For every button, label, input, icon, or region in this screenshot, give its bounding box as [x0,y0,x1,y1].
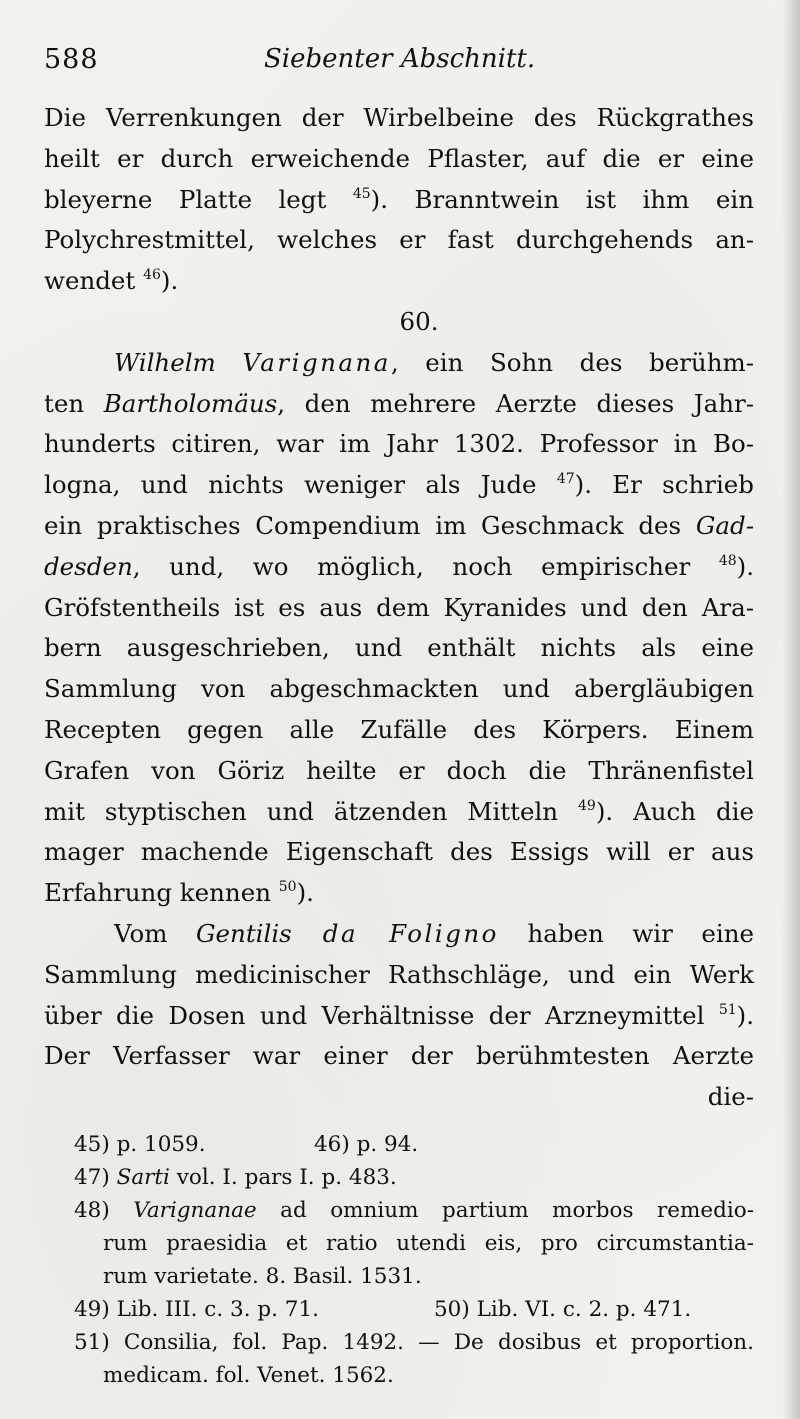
footnote-45: 45) p. 1059. [74,1132,206,1157]
text-line: Die Verrenkungen der Wirbelbeine des Rückgrathes [44,103,754,132]
footnote-51: 51) Consilia, fol. Pap. 1492. — De dosibus et proportion. [74,1330,754,1355]
footnote-line: rum varietate. 8. Basil. 1531. [103,1264,422,1289]
footnote-ref-45: 45 [352,185,371,202]
person-name: Varignana [242,347,391,377]
footnote-line [74,1293,754,1326]
text-line: Grafen von Göriz heilte er doch die Thränenfistel [44,755,754,785]
text-line: desden, und, wo möglich, noch empirischer $^{48}$). [44,551,754,581]
footnote-49: 49) Lib. III. c. 3. p. 71. [74,1297,319,1322]
text-line: Der Verfasser war einer der berühmtesten Aerzte [44,1041,754,1071]
text-line: bleyerne Platte legt $^{45}$). Branntwein ist ihm ein [44,184,754,214]
footnote-ref-49: 49 [578,797,596,814]
text-line: Polychrestmittel, welches er fast durchgehends an- [44,225,754,255]
footnote-ref-51: 51 [718,1001,737,1018]
footnote-ref-46: 46 [143,267,161,284]
text-line: wendet $^{46}$). [44,266,179,296]
text-line: über die Dosen und Verhältnisse der Arzneymittel $^{51}$). [44,1000,754,1030]
text-line: heilt er durch erweichende Pflaster, auf die er eine [44,143,754,173]
footnotes [74,1128,754,1392]
text-line: Sammlung medicinischer Rathschläge, und ein Werk [44,959,754,989]
page-number: 588 [44,44,99,75]
text-line: Gröfstentheils ist es aus dem Kyranides und den Ara- [44,592,754,622]
person-name: Bartholomäus [103,388,278,418]
footnote-46: 46) p. 94. [314,1132,419,1157]
catchword: die- [707,1082,754,1112]
text-line: bern ausgeschrieben, und enthält nichts als eine [44,633,754,663]
page-header [44,44,744,88]
footnote-line: medicam. fol. Venet. 1562. [103,1363,394,1388]
text-line: Erfahrung kennen $^{50}$). [44,878,314,908]
footnote-48: 48) Varignanae ad omnium partium morbos remedio- [74,1198,754,1223]
section-number: 60. [399,306,439,336]
text-line: Sammlung von abgeschmackten und abergläubigen [44,674,754,704]
text-line: logna, und nichts weniger als Jude $^{47}$). Er schrieb [44,470,754,500]
footnote-line: rum praesidia et ratio utendi eis, pro circumstantia- [103,1231,754,1256]
footnote-line [74,1128,754,1161]
footnote-50: 50) Lib. VI. c. 2. p. 471. [434,1297,692,1322]
text-line: mager machende Eigenschaft des Essigs will er aus [44,837,754,867]
text-line: hunderts citiren, war im Jahr 1302. Professor in Bo- [44,429,754,459]
person-name: Gentilis [195,918,292,948]
text-line: mit styptischen und ätzenden Mitteln $^{49}$). Auch die [44,796,754,826]
footnote-ref-47: 47 [556,471,575,488]
footnote-ref-48: 48 [718,552,737,569]
page-edge-shadow [782,0,800,1419]
text-line: Vom Gentilis da Foligno haben wir eine [114,918,754,948]
text-line: ten Bartholomäus, den mehrere Aerzte dieses Jahr- [44,388,754,418]
text-line: Recepten gegen alle Zufälle des Körpers. Einem [44,714,754,744]
text-line: ein praktisches Compendium im Geschmack des Gad- [44,510,754,540]
body-text [44,98,754,1118]
footnote-ref-50: 50 [278,879,297,896]
running-head: Siebenter Abschnitt. [264,44,536,74]
text-line: Wilhelm Varignana, ein Sohn des berühm- [114,347,754,377]
footnote-47: 47) Sarti vol. I. pars I. p. 483. [74,1165,397,1190]
